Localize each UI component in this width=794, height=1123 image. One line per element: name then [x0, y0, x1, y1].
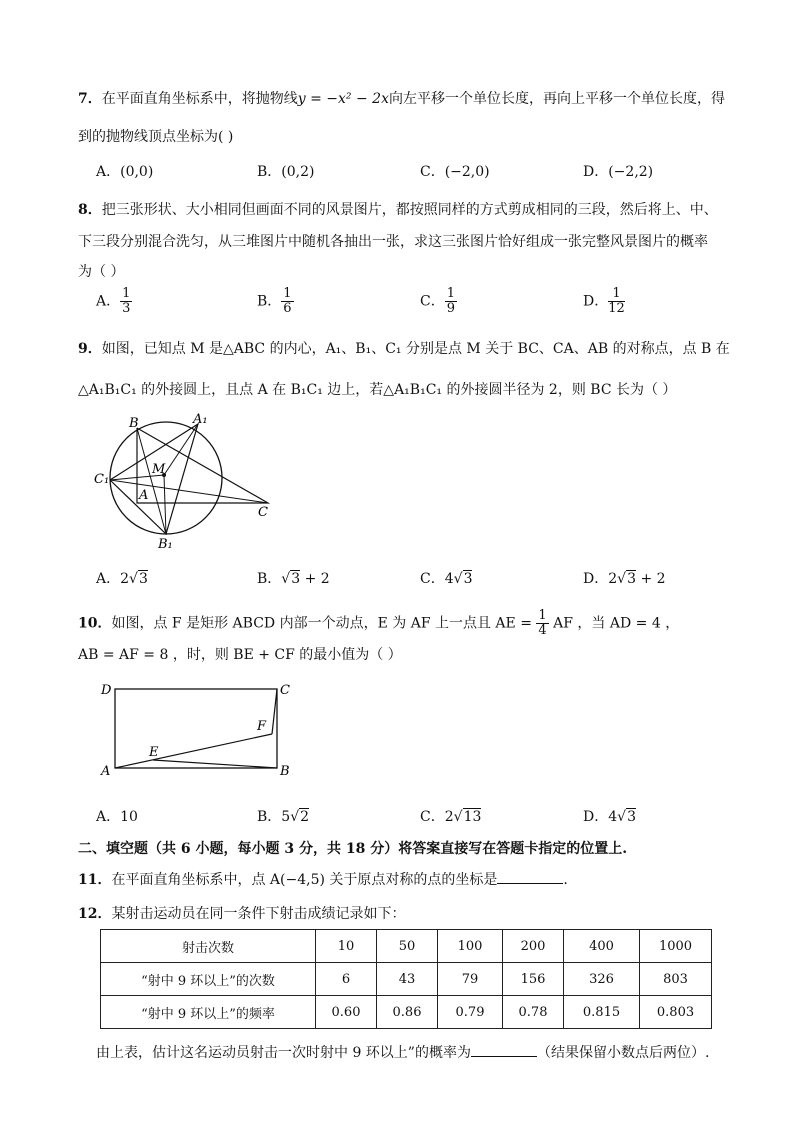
q7-line1: [78, 88, 725, 108]
q9-option-b-label: B．: [257, 571, 282, 587]
table-cell: 0.79: [438, 996, 503, 1029]
q7-number: 7．: [78, 91, 102, 107]
q8-text-1: 把三张形状、大小相同但画面不同的风景图片，都按照同样的方式剪成相同的三段，然后将上、中、: [101, 202, 718, 218]
label-m: M: [152, 462, 166, 477]
table-header-cell: 400: [564, 930, 640, 963]
q8-option-a-fraction: [120, 287, 132, 316]
q10-option-a-value: 10: [120, 809, 138, 825]
fraction-numerator: 1: [283, 286, 292, 301]
table-cell: 0.815: [564, 996, 640, 1029]
q9-option-d-tail: + 2: [636, 571, 666, 587]
q11-number: 11．: [78, 872, 112, 888]
q10-option-c-radicand: 13: [463, 809, 482, 825]
q9-option-a-coef: 2: [120, 571, 130, 587]
table-cell: 156: [503, 963, 564, 996]
fraction-denominator: 9: [446, 301, 455, 316]
q9-option-c-label: C．: [420, 571, 445, 587]
q9-line2: △A₁B₁C₁ 的外接圆上，且点 A 在 B₁C₁ 边上，若△A₁B₁C₁ 的外接圆半径为 2，则 BC 长为（ ）: [78, 382, 677, 398]
q11-text-b: .: [563, 872, 568, 888]
fraction-denominator: 6: [283, 301, 292, 316]
q11-line: [78, 869, 568, 889]
label-a1: A₁: [193, 412, 208, 427]
q8-option-d: [583, 287, 625, 316]
table-row: [101, 963, 712, 996]
q9-geometry-figure: [90, 412, 280, 552]
q8-option-d-label: D．: [583, 293, 609, 310]
fraction-denominator: 3: [122, 301, 131, 316]
q7-option-b: B．(0,2): [257, 164, 315, 180]
segment-b-b1: [137, 428, 166, 534]
table-cell: 0.60: [316, 996, 377, 1029]
q10-rectangle-figure: [96, 678, 296, 780]
q9-text-1: 如图，已知点 M 是△ABC 的内心，A₁、B₁、C₁ 分别是点 M 关于 BC、CA、AB 的对称点，点 B 在: [101, 341, 730, 357]
table-cell: 803: [640, 963, 712, 996]
table-cell: 0.78: [503, 996, 564, 1029]
q7-option-a: A．(0,0): [96, 164, 154, 180]
q12-conclusion-b: （结果保留小数点后两位）.: [536, 1045, 710, 1061]
q10-number: 10．: [78, 615, 112, 632]
table-header-row: [101, 930, 712, 963]
table-cell: “射中 9 环以上”的次数: [101, 963, 316, 996]
q10-text-b: AF ，当 AD = 4 ，: [553, 615, 680, 632]
q9-option-d-radicand: 3: [627, 571, 636, 587]
table-cell: 79: [438, 963, 503, 996]
q8-option-a-label: A．: [96, 293, 121, 310]
q10-option-b-radicand: 2: [300, 809, 310, 825]
table-header-cell: 200: [503, 930, 564, 963]
table-cell: 0.86: [377, 996, 438, 1029]
q11-answer-blank: [497, 871, 563, 884]
q9-number: 9．: [78, 341, 102, 357]
table-header-cell: 100: [438, 930, 503, 963]
q8-number: 8．: [78, 202, 102, 218]
q8-option-d-fraction: [608, 287, 625, 316]
fraction-denominator: 12: [608, 301, 625, 316]
segment-eb: [153, 760, 277, 768]
fraction-numerator: 1: [538, 608, 547, 623]
q8-option-b: [257, 287, 294, 316]
q10-option-c-label: C．: [420, 809, 445, 825]
q10-line2: AB = AF = 8 ，时，则 BE + CF 的最小值为（ ）: [78, 647, 402, 663]
segment-fc: [272, 689, 277, 734]
table-cell: “射中 9 环以上”的频率: [101, 996, 316, 1029]
q7-text-b: 向左平移一个单位长度，再向上平移一个单位长度，得: [388, 91, 725, 107]
q8-line3: 为（ ）: [78, 264, 125, 280]
q9-option-d-coef: 2: [608, 571, 618, 587]
q10-text-a: 如图，点 F 是矩形 ABCD 内部一个动点，E 为 AF 上一点且 AE =: [111, 615, 532, 632]
q9-option-a: A．2√3: [96, 571, 148, 587]
label-c: C: [280, 683, 290, 698]
q12-conclusion: [96, 1042, 709, 1062]
q9-line1: [78, 338, 730, 358]
label-d: D: [101, 683, 112, 698]
q7-option-c: C．(−2,0): [420, 164, 490, 180]
q10-option-b-label: B．: [257, 809, 282, 825]
table-header-cell: 射击次数: [101, 930, 316, 963]
table-row: [101, 996, 712, 1029]
q10-option-c: C．2√13: [420, 809, 482, 825]
q10-option-d-label: D．: [583, 809, 609, 825]
q10-line1: [78, 609, 679, 638]
segment-m-a1: [164, 424, 198, 475]
q10-option-d: D．4√3: [583, 809, 636, 825]
q8-option-a: [96, 287, 132, 316]
label-c: C: [258, 505, 268, 520]
q8-line2: 下三段分别混合洗匀，从三堆图片中随机各抽出一张，求这三张图片恰好组成一张完整风景图片的概率: [78, 234, 708, 250]
q7-text-a: 在平面直角坐标系中，将抛物线: [101, 91, 298, 107]
q10-option-a: [96, 806, 138, 826]
table-header-cell: 50: [377, 930, 438, 963]
q10-fraction: [536, 609, 548, 638]
table-header-cell: 10: [316, 930, 377, 963]
q12-conclusion-a: 由上表，估计这名运动员射击一次时射中 9 环以上”的概率为: [96, 1045, 471, 1061]
rectangle-abcd: [115, 689, 277, 768]
q10-option-b-coef: 5: [281, 809, 291, 825]
q10-option-a-label: A．: [96, 809, 121, 825]
q11-text-a: 在平面直角坐标系中，点 A(−4,5) 关于原点对称的点的坐标是: [111, 872, 498, 888]
label-b1: B₁: [158, 537, 173, 552]
label-b: B: [129, 416, 139, 431]
q9-option-b-tail: + 2: [300, 571, 330, 587]
fraction-numerator: 1: [446, 286, 455, 301]
q8-option-b-label: B．: [257, 293, 282, 310]
q9-option-b-radicand: 3: [291, 571, 301, 587]
q10-option-d-radicand: 3: [627, 809, 636, 825]
q7-formula: y = −x² − 2x: [297, 91, 389, 107]
q8-option-c-fraction: [445, 287, 457, 316]
shooting-record-table: [100, 929, 712, 1029]
q9-option-a-radicand: 3: [138, 571, 148, 587]
segment-m-b1: [164, 475, 166, 534]
section-2-heading: 二、填空题（共 6 小题，每小题 3 分，共 18 分）将答案直接写在答题卡指定的位置上.: [78, 841, 628, 857]
q12-number: 12．: [78, 906, 112, 922]
q10-option-d-coef: 4: [608, 809, 618, 825]
q9-option-d-label: D．: [583, 571, 609, 587]
q10-option-c-coef: 2: [444, 809, 454, 825]
fraction-denominator: 4: [538, 623, 547, 638]
label-b: B: [280, 764, 290, 779]
fraction-numerator: 1: [608, 287, 625, 302]
label-a: A: [101, 764, 111, 779]
fraction-numerator: 1: [122, 286, 131, 301]
label-a: A: [139, 488, 149, 503]
label-c1: C₁: [94, 472, 110, 487]
q12-intro-line: [78, 903, 405, 923]
q12-answer-blank: [471, 1044, 537, 1057]
table-cell: 326: [564, 963, 640, 996]
q8-line1: [78, 199, 718, 219]
q7-line2: 到的抛物线顶点坐标为( ): [78, 129, 234, 145]
q12-intro: 某射击运动员在同一条件下射击成绩记录如下：: [111, 906, 406, 922]
q8-option-b-fraction: [281, 287, 293, 316]
q9-option-d: D．2√3 + 2: [583, 571, 666, 587]
table-cell: 6: [316, 963, 377, 996]
q9-option-c-radicand: 3: [463, 571, 473, 587]
table-header-cell: 1000: [640, 930, 712, 963]
q8-option-c-label: C．: [420, 293, 445, 310]
label-e: E: [149, 745, 159, 760]
segment-c1-c: [110, 480, 268, 503]
label-f: F: [257, 719, 267, 734]
q9-option-c: C．4√3: [420, 571, 473, 587]
q10-option-b: B．5√2: [257, 809, 310, 825]
q7-option-d: D．(−2,2): [583, 164, 654, 180]
q9-option-a-label: A．: [96, 571, 121, 587]
q9-option-b: B．√3 + 2: [257, 571, 330, 587]
q8-option-c: [420, 287, 457, 316]
q9-option-c-coef: 4: [444, 571, 454, 587]
table-cell: 43: [377, 963, 438, 996]
table-cell: 0.803: [640, 996, 712, 1029]
